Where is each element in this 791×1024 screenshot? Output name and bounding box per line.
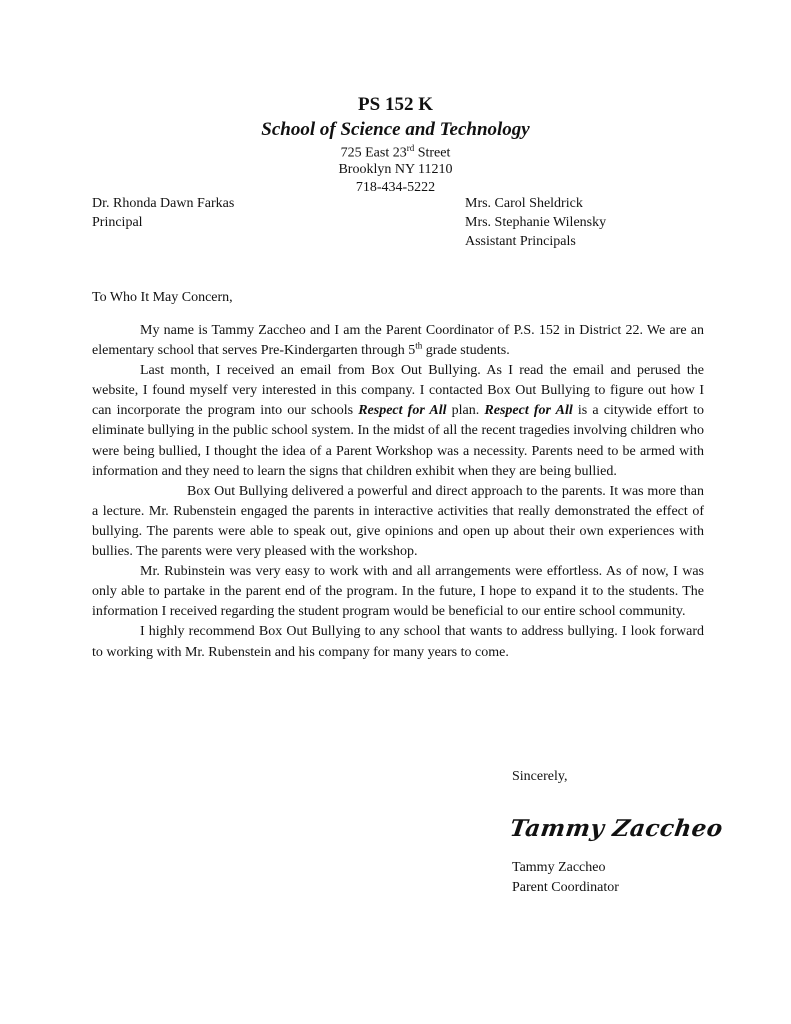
principal-title: Principal — [92, 215, 143, 230]
paragraph-2: Last month, I received an email from Box Out Bullying. As I read the email and perused the website, I found myself very interested in this company. I contacted Box Out Bullying to figure out how I can incorporate the program into our schools Respect for All plan. Respect for All is a citywide effort to eliminate bullying in the public school system. In the midst of all the recent tragedies involving children who were being bullied, I thought the idea of a Parent Workshop was a necessity. Parents need to be armed with information and they need to learn the signs that children exhibit when they are being bullied. — [92, 363, 704, 479]
handwritten-signature: Tammy Zaccheo — [508, 815, 725, 842]
school-subtitle: School of Science and Technology — [261, 119, 530, 140]
address-street: 725 East 23rd Street — [340, 143, 451, 161]
letter-body — [92, 321, 704, 663]
assistant-principals-title: Assistant Principals — [465, 234, 576, 249]
closing: Sincerely, — [512, 769, 568, 784]
phone-number: 718-434-5222 — [355, 180, 436, 195]
paragraph-3: Box Out Bullying delivered a powerful and direct approach to the parents. It was more than a lecture. Mr. Rubenstein engaged the parents in interactive activities that really demonstrated the effect of bullying. The parents were able to speak out, give opinions and open up about their own experiences with bullies. The parents were very pleased with the workshop. — [92, 483, 704, 560]
salutation: To Who It May Concern, — [92, 290, 233, 305]
address-city: Brooklyn NY 11210 — [338, 162, 453, 177]
signer-name: Tammy Zaccheo — [512, 860, 606, 875]
paragraph-4: Mr. Rubinstein was very easy to work with and all arrangements were effortless. As of now, I was only able to partake in the parent end of the program. In the future, I hope to expand it to the students. The information I received regarding the student program would be beneficial to our entire school community. — [92, 564, 704, 620]
paragraph-1: My name is Tammy Zaccheo and I am the Parent Coordinator of P.S. 152 in District 22. We are an elementary school that serves Pre-Kindergarten through 5th grade students. — [92, 323, 704, 359]
assistant-principal-2: Mrs. Stephanie Wilensky — [465, 215, 607, 230]
school-name: PS 152 K — [358, 94, 433, 115]
assistant-principal-1: Mrs. Carol Sheldrick — [465, 196, 583, 211]
signer-title: Parent Coordinator — [512, 880, 619, 895]
paragraph-5: I highly recommend Box Out Bullying to any school that wants to address bullying. I look forward to working with Mr. Rubenstein and his company for many years to come. — [92, 624, 704, 660]
principal-name: Dr. Rhonda Dawn Farkas — [92, 196, 235, 211]
